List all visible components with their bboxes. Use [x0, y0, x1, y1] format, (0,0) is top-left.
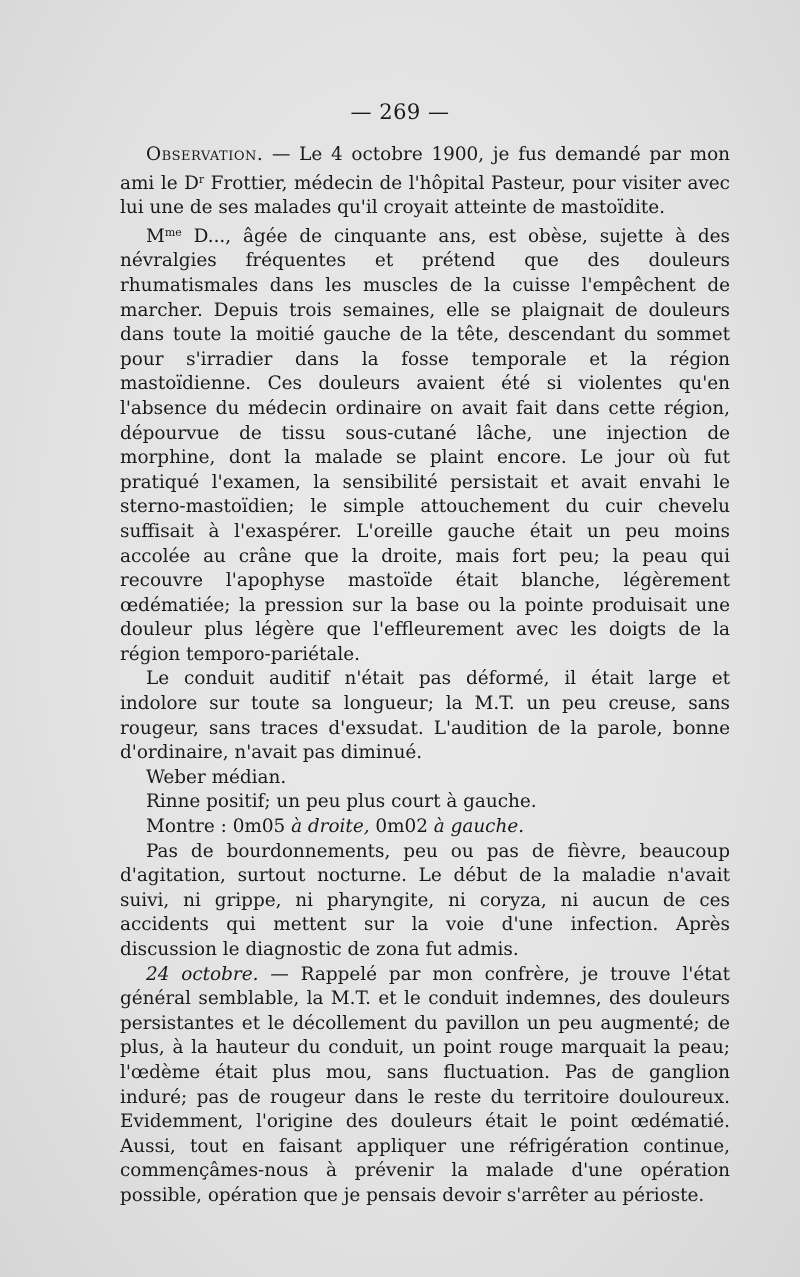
paragraph-rinne: Rinne positif; un peu plus court à gauche.	[146, 791, 537, 813]
paragraph-diagnostic: Pas de bourdonnements, peu ou pas de fièvre, beaucoup d'agitation, surtout nocturne. Le début de la maladie n'avait suivi, ni grippe, ni pharyngite, ni coryza, ni aucun de ces accidents qui mettent sur la voie d'une infection. Après discussion le diagnostic de zona fut admis.	[120, 840, 730, 960]
page-number: — 269 —	[350, 100, 450, 124]
paragraph-weber: Weber médian.	[146, 766, 287, 788]
observation-label: Observation.	[146, 144, 264, 165]
paragraph-conduit: Le conduit auditif n'était pas déformé, il était large et indolore sur toute sa longueur; la M.T. un peu creuse, sans rougeur, sans traces d'exsudat. L'audition de la parole, bonne d'ordinaire, n'avait pas diminué.	[120, 668, 730, 764]
paragraph-observation: Observation. — Le 4 octobre 1900, je fus demandé par mon ami le $D^r$ Frottier, médecin de l'hôpital Pasteur, pour visiter avec lui une de ses malades qu'il croyait atteinte de mastoïdite.	[120, 144, 730, 219]
date-label: 24 octobre.	[146, 963, 259, 985]
paragraph-montre: Montre : 0m05 à droite, 0m02 à gauche.	[146, 816, 525, 838]
body-text	[120, 143, 730, 1209]
paragraph-patient: $M^{me}$ D..., âgée de cinquante ans, est obèse, sujette à des névralgies fréquentes et prétend que des douleurs rhumatismales dans les muscles de la cuisse l'empêchent de marcher. Depuis trois semaines, elle se plaignait de douleurs dans toute la moitié gauche de la tête, descendant du sommet pour s'irradier dans la fosse temporale et la région mastoïdienne. Ces douleurs avaient été si violentes qu'en l'absence du médecin ordinaire on avait fait dans cette région, dépourvue de tissu sous-cutané lâche, une injection de morphine, dont la malade se plaint encore. Le jour où fut pratiqué l'examen, la sensibilité persistait et avait envahi le sterno-mastoïdien; le simple attouchement du cuir chevelu suffisait à l'exaspérer. L'oreille gauche était un peu moins accolée au crâne que la droite, mais fort peu; la peau qui recouvre l'apophyse mastoïde était blanche, légèrement œdématiée; la pression sur la base ou la pointe produisait une douleur plus légère que l'effleurement avec les doigts de la région temporo-pariétale.	[120, 225, 730, 665]
paragraph-october-24: 24 octobre. — Rappelé par mon confrère, je trouve l'état général semblable, la M.T. et le conduit indemnes, des douleurs persistantes et le décollement du pavillon un peu augmenté; de plus, à la hauteur du conduit, un point rouge marquait la peau; l'œdème était plus mou, sans fluctuation. Pas de ganglion induré; pas de rougeur dans le reste du territoire douloureux. Evidemment, l'origine des douleurs était le point œdématié. Aussi, tout en faisant appliquer une réfrigération continue, commençâmes-nous à prévenir la malade d'une opération possible, opération que je pensais devoir s'arrêter au périoste.	[120, 963, 730, 1206]
